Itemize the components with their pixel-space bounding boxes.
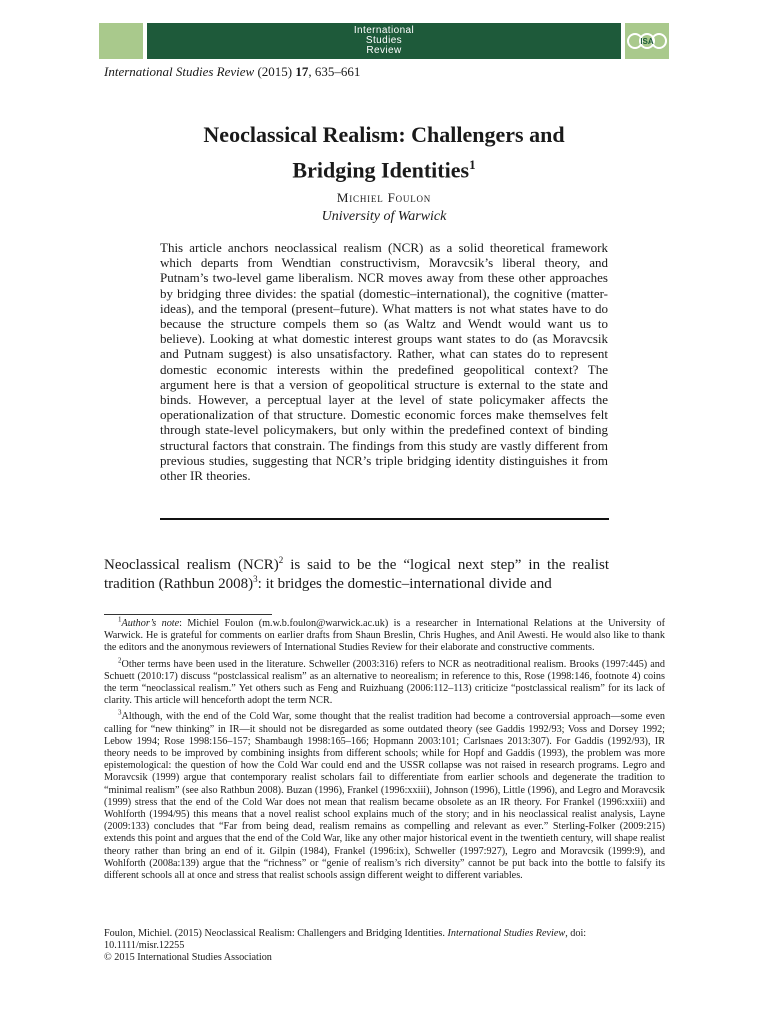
body-text-1: Neoclassical realism (NCR) [104, 557, 279, 573]
body-paragraph [104, 556, 609, 593]
isa-logo [625, 23, 669, 59]
author-name: Michiel Foulon [336, 190, 432, 205]
journal-volume: 17 [295, 64, 309, 79]
abstract: This article anchors neoclassical realism (NCR) as a solid theoretical framework which departs from Wendtian constructivism, Moravcsik’s liberal theory, and Putnam’s two-level game liberalism. NCR moves away from these other approaches by bridging three divides: the spatial (domestic–international), the cognitive (matter-ideas), and the temporal (present–future). What matters is not what states have to do because the structure compels them so (as Waltz and Wendt would want us to believe). Looking at what domestic interest groups want states to do (as Moravcsik and Putnam suggest) is also unsatisfactory. Rather, what can states do to represent domestic economic interests within the predefined geopolitical context? The argument here is that a version of geopolitical structure is external to the state and binds. However, a perceptual layer at the level of state policymaker affects the operationalization of that structure. Domestic economic forces make themselves felt through state-level policymakers, but only within the predefined context of binding structural factors that constrain. The findings from this study are vastly different from previous studies, suggesting that NCR’s triple bridging identity distinguishes it from other IR theories. [160, 240, 608, 484]
footnote-2-text: Other terms have been used in the literature. Schweller (2003:316) refers to NCR as neotraditional realism. Brooks (1997:445) and Schuett (2010:17) discuss “postclassical realism” as an alternative to neorealism; in reference to this, Rose (1998:146, footnote 4) coins the term “neoclassical realism.” Yet others such as Feng and Ruizhuang (2006:112–113) criticize “postclassical realism” for its lack of clarity. This article will henceforth adopt the term NCR. [104, 658, 665, 707]
body-text-3: : it bridges the domestic–international divide and [257, 575, 552, 592]
footnote-marker-3: 3 [253, 573, 258, 584]
footnote-1-label: Author’s note [121, 618, 180, 629]
citation-line [104, 928, 665, 952]
title-line-2: Bridging Identities [292, 157, 470, 183]
footnote-3 [104, 711, 665, 882]
abstract-divider [160, 518, 609, 520]
author-affiliation: University of Warwick [321, 209, 447, 224]
citation-block [104, 928, 665, 965]
body-text-2: is said to be the “logical next step” in the realist tradition (Rathbun 2008) [104, 557, 609, 592]
citation-prefix: Foulon, Michiel. (2015) Neoclassical Realism: Challengers and Bridging Identities. [104, 928, 448, 939]
footnote-2-number: 2 [118, 656, 122, 665]
citation-journal: International Studies Review [447, 928, 566, 939]
isa-logo-icon [627, 28, 667, 54]
journal-banner [147, 23, 621, 59]
header-left-block [99, 23, 143, 59]
footnote-divider [104, 614, 272, 615]
citation-doi: , doi: 10.1111/misr.12255 [104, 928, 587, 952]
footnote-1-number: 1 [118, 615, 122, 624]
article-title [99, 120, 669, 185]
footnote-3-text: Although, with the end of the Cold War, some thought that the realist tradition had become a controversial approach—some even calling for “new thinking” in IR—it should not be disregarded as some outdated theory (see Gaddis 1992/93; Voss and Dorsey 1992; Lebow 1994; Rose 1998:156–157; Shambaugh 1998:165–166; Hopmann 2003:101; Carlsnaes 2013:307). For Gaddis (1992/93), IR theory needs to be improved by combining insights from different schools; while for Hopf and Gaddis (1993), the problem was more epistemological: the question of how the Cold War could end and the USSR collapse was not raised in research programs. Legro and Moravcsik (1999) argue that contemporary realist scholars fail to differentiate from earlier schools and degenerate the tradition to “minimal realism” (see also Rathbun 2008). Buzan (1996), Frankel (1996:xxiii), Johnson (1996), Little (1996), and Legro and Moravcsik (1999) stress that the end of the Cold War does not mean that realism became obsolete as an IR theory. For Frankel (1996:xxiii) and Wohlforth (1994/95) this means that a novel realist school explains much of the story; and in his neoclassical realist analysis, Layne (2009:133) concludes that “Far from being dead, realism remains as compelling and relevant as ever.” Sterling-Folker (2009:215) extends this point and argues that the end of the Cold War, like any other major historical event in the twentieth century, will shape realist theory rather than bring an end of it. Gilpin (1984), Frankel (1996:ix), Schweller (1997:927), Legro and Moravcsik (1999:9), and Wohlforth (2008a:139) argue that the “richness” or “genie of realism’s rich diversity” cannot be put back into the bottle to falsify its different schools all at once and stress that realist schools assign different weight to different variables. [104, 711, 665, 882]
banner-line-2: Studies [365, 35, 403, 46]
banner-line-1: International [353, 25, 415, 36]
footnote-2 [104, 656, 665, 708]
banner-line-3: Review [366, 45, 402, 56]
footnotes [104, 615, 666, 886]
footnote-marker-2: 2 [278, 555, 284, 565]
footnote-1 [104, 615, 666, 655]
journal-pages: , 635–661 [308, 64, 361, 79]
title-footnote-marker: 1 [469, 157, 476, 172]
title-line-1: Neoclassical Realism: Challengers and [203, 122, 565, 147]
journal-year: (2015) [257, 64, 293, 79]
copyright-line: © 2015 International Studies Association [104, 952, 272, 964]
footnote-1-text: : Michiel Foulon (m.w.b.foulon@warwick.ac.uk) is a researcher in International Relations at the University of Warwick. He is grateful for comments on earlier drafts from Shaun Breslin, Chris Hughes, and Anil Awesti. He would also like to thank the editors and the anonymous reviewers of International Studies Review for their elaborate and constructive comments. [104, 618, 666, 654]
footnote-3-number: 3 [118, 709, 122, 718]
journal-reference [104, 64, 360, 80]
logo-text: ISA [640, 37, 654, 46]
journal-name: International Studies Review [104, 64, 255, 79]
